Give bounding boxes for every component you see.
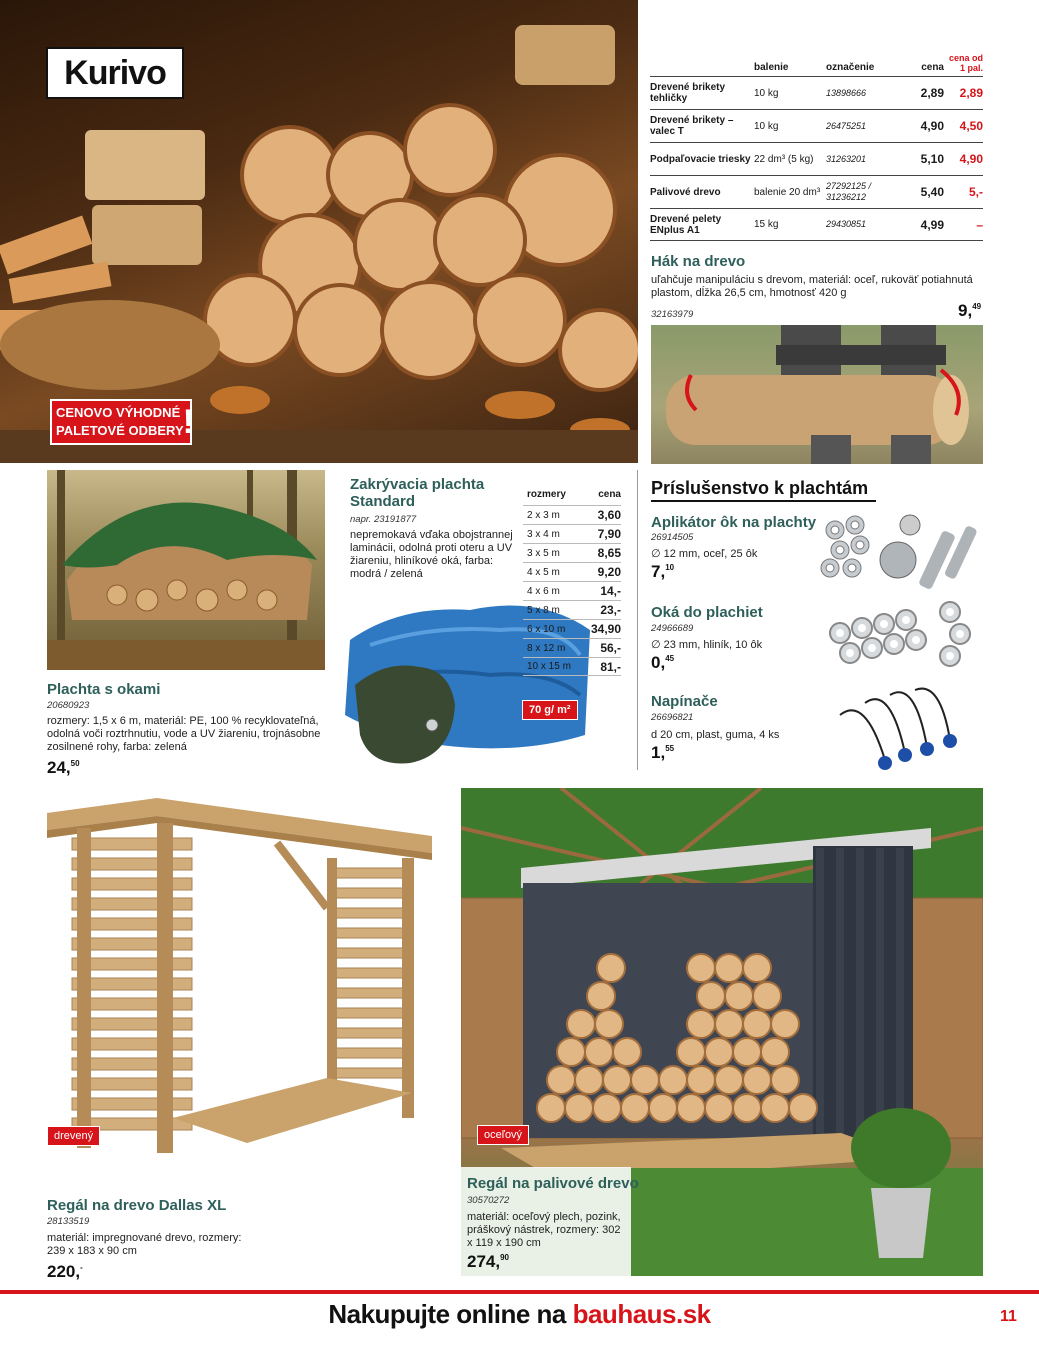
- rack-dallas-title: Regál na drevo Dallas XL: [47, 1197, 227, 1214]
- rack-dallas-sku: 28133519: [47, 1216, 90, 1227]
- rack-steel-sku: 30570272: [467, 1195, 510, 1206]
- fuel-price: 4,99: [920, 217, 944, 232]
- fuel-code: 31263201: [826, 153, 867, 164]
- eyelet-applicator-photo: [810, 510, 985, 590]
- tarp-okami-price-cents: 50: [70, 759, 80, 768]
- tarp-standard-sku: napr. 23191877: [350, 514, 417, 525]
- tarp-okami-title: Plachta s okami: [47, 681, 161, 698]
- fuel-name: Drevené brikety tehličky: [650, 82, 726, 104]
- tarp-standard-title: [350, 476, 484, 510]
- size-price: 8,65: [597, 546, 621, 560]
- footer-divider: [0, 1290, 1039, 1294]
- col-price: cena: [921, 62, 944, 73]
- fuel-pallet-price: 2,89: [959, 86, 983, 100]
- size-price: 34,90: [590, 622, 621, 636]
- col-pack: balenie: [754, 62, 789, 73]
- vertical-divider: [637, 470, 638, 770]
- section-title: Kurivo: [64, 53, 166, 92]
- fuel-row: [650, 175, 983, 208]
- accessory-price-main: 7,: [651, 562, 666, 581]
- hook-price-cents: 49: [972, 302, 982, 311]
- rack-steel-desc: materiál: oceľový plech, pozink, práškový nástrek, rozmery: 302 x 119 x 190 cm: [467, 1211, 621, 1249]
- hook-price: [958, 301, 981, 321]
- size-row: [523, 524, 621, 543]
- tarp-standard-title-line2: Standard: [350, 493, 416, 510]
- fuel-name: Palivové drevo: [650, 186, 721, 198]
- fuel-pallet-price: 4,90: [959, 152, 983, 166]
- footer-text: Nakupujte online na: [328, 1299, 573, 1329]
- steel-tag: oceľový: [477, 1125, 529, 1145]
- size-price: 56,-: [600, 641, 621, 655]
- rack-steel-title: Regál na palivové drevo: [467, 1175, 639, 1192]
- accessory-price-main: 0,: [651, 653, 666, 672]
- fuel-row: [650, 109, 983, 142]
- size-value: 8 x 12 m: [527, 642, 566, 654]
- hook-title: Hák na drevo: [651, 253, 746, 270]
- accessory-price-cents: 45: [665, 654, 675, 663]
- tarp-standard-desc: nepremokavá vďaka obojstrannej laminácii, odolná proti oteru a UV žiareniu, hliníkové oká, farba: modrá / zelená: [350, 529, 513, 580]
- accessory-price: [651, 653, 674, 673]
- size-value: 3 x 5 m: [527, 547, 560, 559]
- rack-steel-price-cents: 90: [500, 1253, 509, 1262]
- col-pallet-price: cena od 1 pal.: [948, 53, 983, 73]
- rack-dallas-price-main: 220,: [47, 1262, 81, 1281]
- footer-cta: [0, 1299, 1039, 1330]
- size-value: 3 x 4 m: [527, 528, 560, 540]
- accessory-sku: 26914505: [651, 532, 694, 543]
- col-code: označenie: [826, 62, 875, 73]
- size-value: 4 x 6 m: [527, 585, 560, 597]
- pallet-badge-line1: CENOVO VÝHODNÉ: [56, 405, 181, 420]
- fuel-code: 13898666: [826, 87, 867, 98]
- fuel-name: Podpaľovacie triesky: [650, 153, 751, 165]
- rack-dallas-price-cents: -: [80, 1263, 83, 1272]
- size-row: [523, 505, 621, 524]
- size-price: 23,-: [600, 603, 621, 617]
- size-table-header: [523, 483, 621, 505]
- size-row: [523, 543, 621, 562]
- wooden-tag: drevený: [47, 1126, 100, 1146]
- hook-price-main: 9,: [958, 301, 973, 320]
- size-row: [523, 581, 621, 600]
- accessory-price-main: 1,: [651, 743, 666, 762]
- rack-dallas-desc: materiál: impregnované drevo, rozmery: 239 x 183 x 90 cm: [47, 1232, 242, 1257]
- fuel-price: 4,90: [920, 119, 944, 133]
- exclamation-icon: !: [182, 403, 194, 441]
- size-row: [523, 638, 621, 657]
- fuel-name: Drevené brikety – valec T: [650, 115, 734, 137]
- wooden-rack-photo: [47, 798, 437, 1158]
- fuel-table-header: [650, 48, 983, 76]
- tensioners-photo: [835, 685, 965, 775]
- accessory-price-cents: 55: [665, 744, 675, 753]
- fuel-pallet-price: –: [976, 217, 983, 232]
- tarp-okami-desc: rozmery: 1,5 x 6 m, materiál: PE, 100 % recyklovateľná, odolná voči roztrhnutiu, vode a UV žiareniu, trojnásobne zosilnené rohy, farba: zelená: [47, 715, 321, 753]
- size-price: 3,60: [597, 508, 621, 522]
- size-row: [523, 562, 621, 581]
- section-title-box: [46, 47, 184, 99]
- size-price: 7,90: [597, 527, 621, 541]
- hook-desc: uľahčuje manipuláciu s drevom, materiál: oceľ, rukoväť potiahnutá plastom, dĺžka 26,5 cm, hmotnosť 420 g: [651, 274, 973, 299]
- fuel-pack: 10 kg: [754, 120, 779, 132]
- tarp-okami-photo: [47, 470, 325, 670]
- tarp-weight-badge: 70 g/ m²: [522, 700, 578, 720]
- fuel-row: [650, 142, 983, 175]
- tarp-size-table: [523, 483, 621, 676]
- accessory-sku: 26696821: [651, 712, 694, 723]
- fuel-code: 26475251: [826, 120, 867, 131]
- fuel-pack: balenie 20 dm³: [754, 186, 821, 198]
- fuel-row: [650, 208, 983, 241]
- fuel-code: 27292125 / 31236212: [826, 181, 872, 202]
- fuel-row: [650, 76, 983, 109]
- accessory-desc: ∅ 23 mm, hliník, 10 ôk: [651, 639, 763, 651]
- fuel-price-table: [650, 48, 983, 241]
- accessory-title: Oká do plachiet: [651, 604, 763, 621]
- size-value: 5 x 8 m: [527, 604, 560, 616]
- size-row: [523, 657, 621, 676]
- accessories-heading-rule: [651, 500, 876, 502]
- accessory-price: [651, 562, 674, 582]
- accessory-desc: ∅ 12 mm, oceľ, 25 ôk: [651, 548, 758, 560]
- fuel-pack: 10 kg: [754, 87, 779, 99]
- fuel-pallet-price: 4,50: [959, 119, 983, 133]
- size-price: 9,20: [597, 565, 621, 579]
- col-size: rozmery: [527, 488, 566, 500]
- footer-link[interactable]: bauhaus.sk: [572, 1299, 711, 1329]
- fuel-code: 29430851: [826, 219, 867, 229]
- rack-steel-price-main: 274,: [467, 1252, 501, 1271]
- pallet-badge-line2: PALETOVÉ ODBERY: [56, 423, 184, 438]
- col-price: cena: [598, 488, 621, 500]
- fuel-pack: 22 dm³ (5 kg): [754, 153, 814, 165]
- rack-steel-price: [467, 1252, 509, 1272]
- pallet-badge: [50, 399, 192, 445]
- rack-dallas-price: [47, 1262, 83, 1282]
- tarp-okami-sku: 20680923: [47, 700, 90, 711]
- accessory-price-cents: 10: [665, 563, 675, 572]
- size-value: 6 x 10 m: [527, 623, 566, 635]
- page-number: 11: [1000, 1308, 1017, 1325]
- size-value: 4 x 5 m: [527, 566, 560, 578]
- size-price: 14,-: [600, 584, 621, 598]
- tarp-standard-title-line1: Zakrývacia plachta: [350, 476, 485, 493]
- hook-sku: 32163979: [651, 309, 694, 320]
- size-row: [523, 600, 621, 619]
- size-value: 10 x 15 m: [527, 661, 571, 672]
- size-price: 81,-: [600, 659, 621, 674]
- size-row: [523, 619, 621, 638]
- accessory-title: Napínače: [651, 693, 718, 710]
- fuel-pack: 15 kg: [754, 219, 779, 230]
- accessory-desc: d 20 cm, plast, guma, 4 ks: [651, 729, 780, 741]
- eyelets-photo: [820, 598, 990, 670]
- fuel-name: Drevené pelety ENplus A1: [650, 213, 722, 236]
- fuel-price: 2,89: [920, 86, 944, 100]
- size-value: 2 x 3 m: [527, 509, 560, 521]
- fuel-price: 5,40: [920, 185, 944, 199]
- accessory-sku: 24966689: [651, 623, 694, 634]
- fuel-pallet-price: 5,-: [968, 185, 983, 199]
- accessory-title: Aplikátor ôk na plachty: [651, 514, 817, 531]
- tarp-okami-price: [47, 758, 80, 778]
- accessory-price: [651, 743, 674, 763]
- tarp-okami-price-main: 24,: [47, 758, 71, 777]
- fuel-price: 5,10: [920, 152, 944, 166]
- accessories-heading: Príslušenstvo k plachtám: [651, 478, 869, 498]
- hook-photo: [651, 325, 983, 464]
